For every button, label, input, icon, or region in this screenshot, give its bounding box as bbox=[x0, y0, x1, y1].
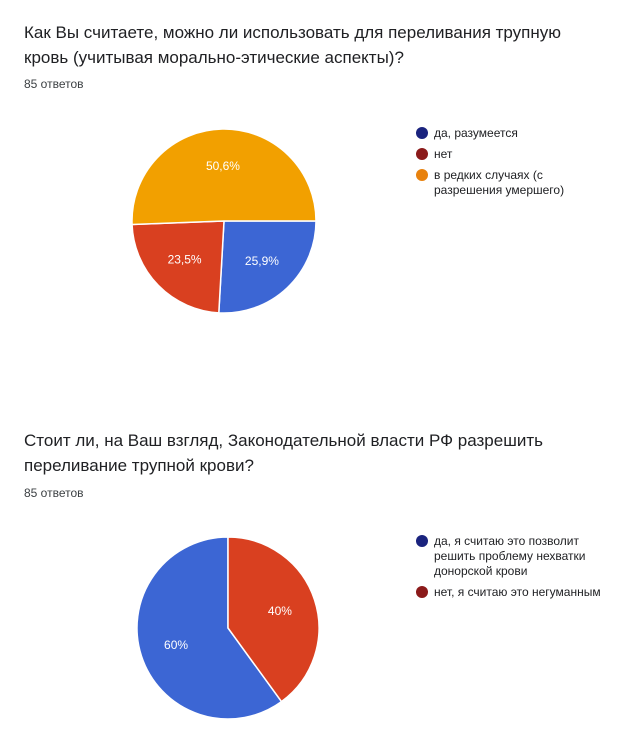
legend-2 bbox=[416, 534, 616, 606]
legend-item-2-2 bbox=[416, 585, 616, 600]
legend-label: нет bbox=[434, 147, 453, 161]
legend-swatch bbox=[416, 148, 428, 160]
legend-swatch bbox=[416, 586, 428, 598]
legend-label: да, я считаю это позволит решить проблему нехватки донорской крови bbox=[434, 534, 586, 578]
legend-item-2-1 bbox=[416, 534, 616, 579]
question-2-title: Стоит ли, на Ваш взгляд, Законодательной власти РФ разрешить переливание трупной крови? bbox=[24, 431, 543, 475]
question-1-title: Как Вы считаете, можно ли использовать для переливания трупную кровь (учитывая морально-этические аспекты)? bbox=[24, 23, 562, 67]
pie-slice-1-3 bbox=[132, 129, 316, 224]
pie-slice-1-2 bbox=[132, 221, 224, 313]
legend-item-1-3 bbox=[416, 168, 596, 198]
legend-label: в редких случаях (с разрешения умершего) bbox=[434, 168, 565, 197]
pie-chart-2 bbox=[136, 536, 320, 720]
question-2-response-count: 85 ответов bbox=[24, 486, 84, 500]
pie-data-label-1-1: 25,9% bbox=[244, 254, 279, 269]
pie-chart-1 bbox=[131, 128, 317, 314]
pie-data-label-1-3: 50,6% bbox=[205, 158, 240, 173]
legend-swatch bbox=[416, 535, 428, 547]
legend-item-1-1 bbox=[416, 126, 596, 141]
pie-data-label-2-1: 60% bbox=[164, 637, 189, 652]
pie-data-label-1-2: 23,5% bbox=[167, 252, 202, 267]
legend-label: да, разумеется bbox=[434, 126, 518, 140]
legend-swatch bbox=[416, 169, 428, 181]
legend-label: нет, я считаю это негуманным bbox=[434, 585, 601, 599]
question-1-response-count: 85 ответов bbox=[24, 77, 84, 91]
pie-data-label-2-2: 40% bbox=[267, 604, 292, 619]
legend-swatch bbox=[416, 127, 428, 139]
legend-item-1-2 bbox=[416, 147, 596, 162]
legend-1 bbox=[416, 126, 596, 204]
